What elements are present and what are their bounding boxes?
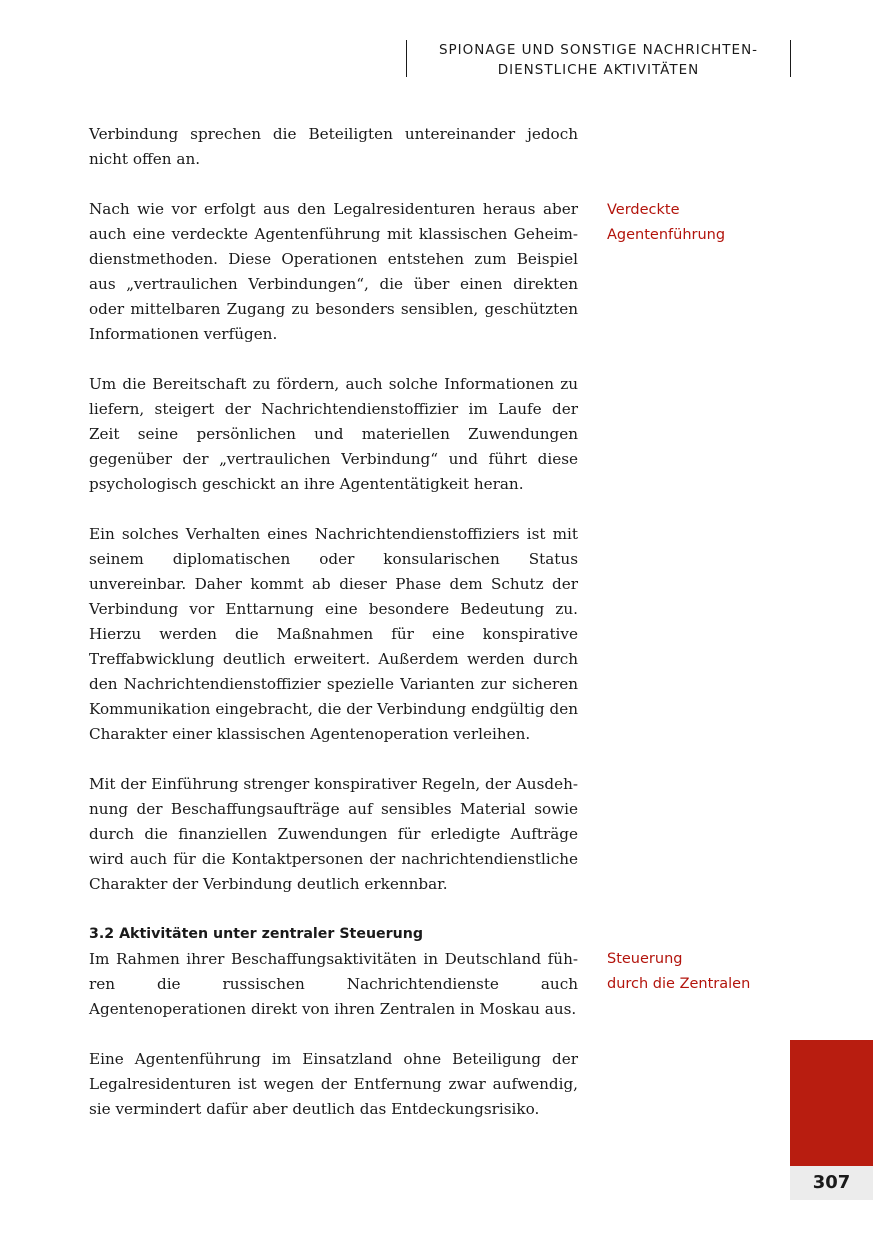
margin-note-verdeckte-agentenfuehrung xyxy=(607,198,807,248)
section-paragraph-1: Im Rahmen ihrer Beschaffungsaktivitäten in Deutschland führen die russischen Nachrichtendienste auch Agentenoperationen direkt von ihren Zentralen in Moskau aus. xyxy=(89,950,578,1018)
paragraph-1: Verbindung sprechen die Beteiligten untereinander jedoch nicht offen an. xyxy=(89,125,578,168)
margin-note-line: Agentenführung xyxy=(607,227,726,243)
paragraph-5: Mit der Einführung strenger konspirativer Regeln, der Ausdehnung der Beschaffungsaufträge auf sensibles Material sowie durch die finanziellen Zuwendungen für erledigte Aufträge wird auch für die Kontaktpersonen der nachrichtendienstliche Charakter der Verbindung deutlich erkennbar. xyxy=(89,775,578,893)
running-header-line-1: SPIONAGE UND SONSTIGE NACHRICHTEN- xyxy=(438,42,759,58)
paragraph-2: Nach wie vor erfolgt aus den Legalresidenturen heraus aber auch eine verdeckte Agentenführung mit klassischen Geheimdienstmethoden. Diese Operationen entstehen zum Beispiel aus „vertraulichen Verbindungen“, die über einen direkten oder mittelbaren Zugang zu besonders sensiblen, geschützten Informationen verfügen. xyxy=(89,200,578,343)
running-header-line-2: DIENSTLICHE AKTIVITÄTEN xyxy=(497,62,700,78)
section-heading: 3.2 Aktivitäten unter zentraler Steuerung xyxy=(89,926,424,942)
margin-note-steuerung xyxy=(607,947,807,997)
margin-note-line: Steuerung xyxy=(607,951,683,967)
chapter-color-tab xyxy=(790,1040,873,1166)
paragraph-4: Ein solches Verhalten eines Nachrichtendienstoffiziers ist mit seinem diplomatischen oder konsularischen Status unvereinbar. Daher kommt ab dieser Phase dem Schutz der Verbindung vor Enttarnung eine besondere Bedeutung zu. Hierzu werden die Maßnahmen für eine konspirative Treffabwicklung deutlich erweitert. Außerdem werden durch den Nachrichtendienstoffizier spezielle Varianten zur sicheren Kommunikation eingebracht, die der Verbindung endgültig den Charakter einer klassischen Agentenoperation verleihen. xyxy=(89,525,578,743)
margin-note-line: durch die Zentralen xyxy=(607,976,751,992)
page-number: 307 xyxy=(790,1166,873,1200)
section-paragraph-2: Eine Agentenführung im Einsatzland ohne Beteiligung der Legalresidenturen ist wegen der Entfernung zwar aufwendig, sie vermindert dafür aber deutlich das Entdeckungsrisiko. xyxy=(89,1050,578,1118)
running-header xyxy=(406,40,791,77)
main-text-column xyxy=(89,122,578,1147)
margin-note-line: Verdeckte xyxy=(607,202,680,218)
paragraph-3: Um die Bereitschaft zu fördern, auch solche Informationen zu liefern, steigert der Nachrichtendienstoffizier im Laufe der Zeit seine persönlichen und materiellen Zuwendungen gegenüber der „vertraulichen Verbindung“ und führt diese psychologisch geschickt an ihre Agententätigkeit heran. xyxy=(89,375,578,493)
